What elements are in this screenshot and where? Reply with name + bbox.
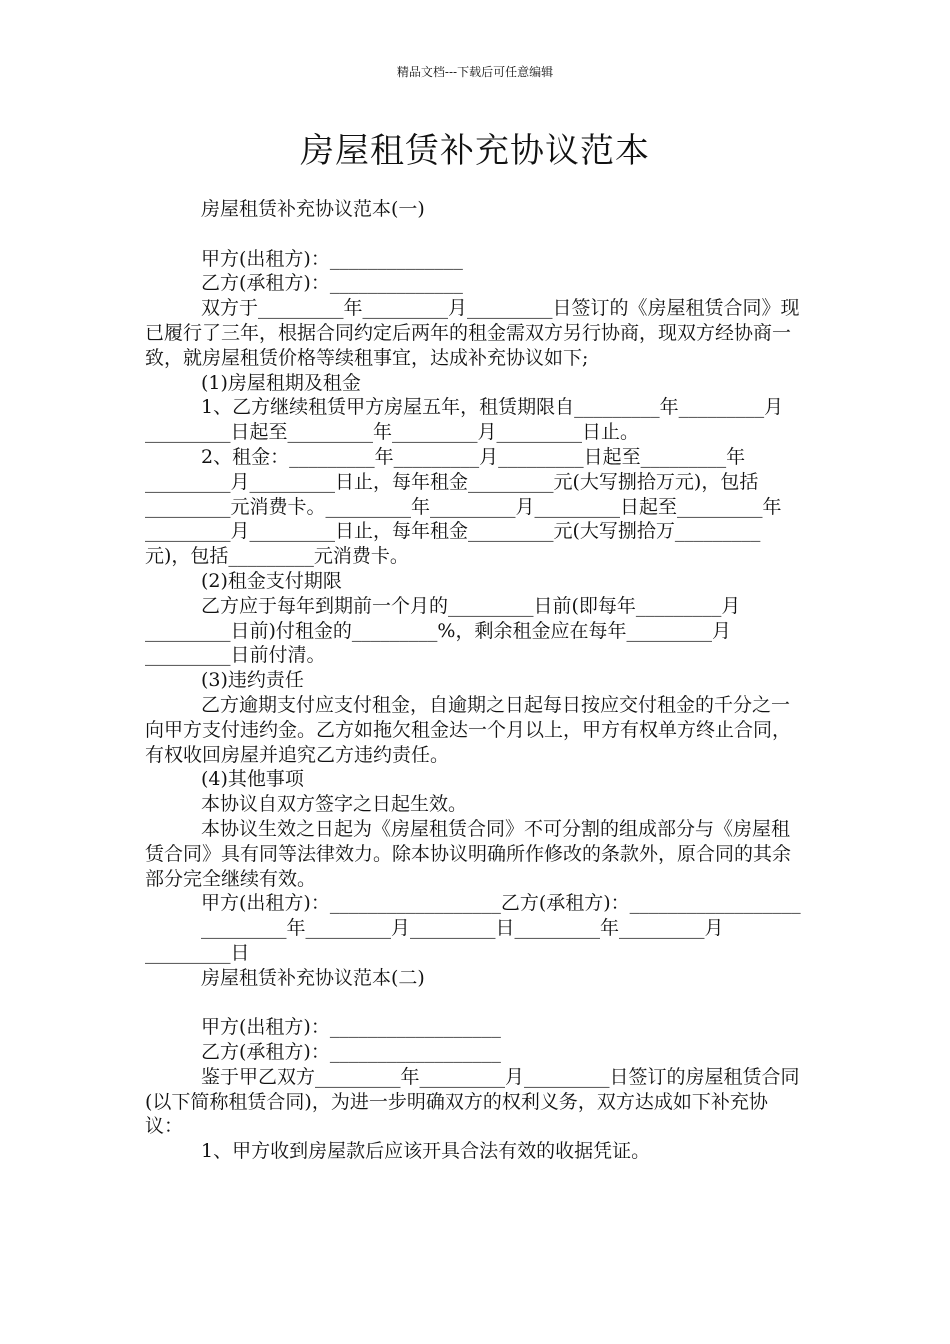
document-body (145, 197, 805, 1164)
paragraph: 本协议自双方签字之日起生效。 (201, 793, 468, 816)
paragraph: 1、甲方收到房屋款后应该开具合法有效的收据凭证。 (201, 1140, 651, 1163)
blank-line (145, 991, 805, 1016)
paragraph: 乙方(承租方)：______________ (201, 272, 463, 295)
paragraph: 本协议生效之日起为《房屋租赁合同》不可分割的组成部分与《房屋租赁合同》具有同等法律效力。除本协议明确所作修改的条款外，原合同的其余部分完全继续有效。 (145, 817, 792, 890)
paragraph: _________年_________月_________日_________年_________月_________日 (145, 917, 724, 964)
paragraph: (1)房屋租期及租金 (201, 371, 361, 394)
page-header: 精品文档---下载后可任意编辑 (396, 65, 554, 79)
paragraph: (4)其他事项 (201, 768, 304, 791)
paragraph: (2)租金支付期限 (201, 569, 342, 592)
paragraph: 乙方应于每年到期前一个月的_________日前(即每年_________月_________日前)付租金的_________%，剩余租金应在每年_________月_________日前付清。 (145, 594, 741, 667)
blank-line (145, 222, 805, 247)
paragraph: 甲方(出租方)：______________ (201, 247, 463, 270)
paragraph: 房屋租赁补充协议范本(二) (201, 966, 425, 989)
paragraph: 鉴于甲乙双方_________年_________月_________日签订的房屋租赁合同(以下简称租赁合同)，为进一步明确双方的权利义务，双方达成如下补充协议： (145, 1065, 800, 1138)
paragraph: 房屋租赁补充协议范本(一) (201, 198, 425, 220)
paragraph: 乙方逾期支付应支付租金，自逾期之日起每日按应交付租金的千分之一向甲方支付违约金。乙方如拖欠租金达一个月以上，甲方有权单方终止合同，有权收回房屋并追究乙方违约责任。 (145, 693, 792, 766)
paragraph: 乙方(承租方)：__________________ (201, 1041, 501, 1064)
paragraph: 2、租金：_________年_________月_________日起至_________年_________月_________日止，每年租金_________元(大写捌拾万元)，包括_________元消费卡。_________年_________月_________日起至_________年_________月_________日止，每年租金_________元(大写捌拾万_________元)，包括_________元消费卡。 (145, 445, 782, 568)
document-title: 房屋租赁补充协议范本 (300, 131, 650, 171)
paragraph: 双方于_________年_________月_________日签订的《房屋租赁合同》现已履行了三年，根据合同约定后两年的租金需双方另行协商，现双方经协商一致，就房屋租赁价格等续租事宜，达成补充协议如下; (145, 297, 800, 369)
paragraph: 1、乙方继续租赁甲方房屋五年，租赁期限自_________年_________月_________日起至_________年_________月_________日止。 (145, 396, 784, 444)
paragraph: 甲方(出租方)：__________________乙方(承租方)：__________________ (201, 892, 801, 915)
paragraph: (3)违约责任 (201, 669, 304, 692)
paragraph: 甲方(出租方)：__________________ (201, 1016, 501, 1039)
